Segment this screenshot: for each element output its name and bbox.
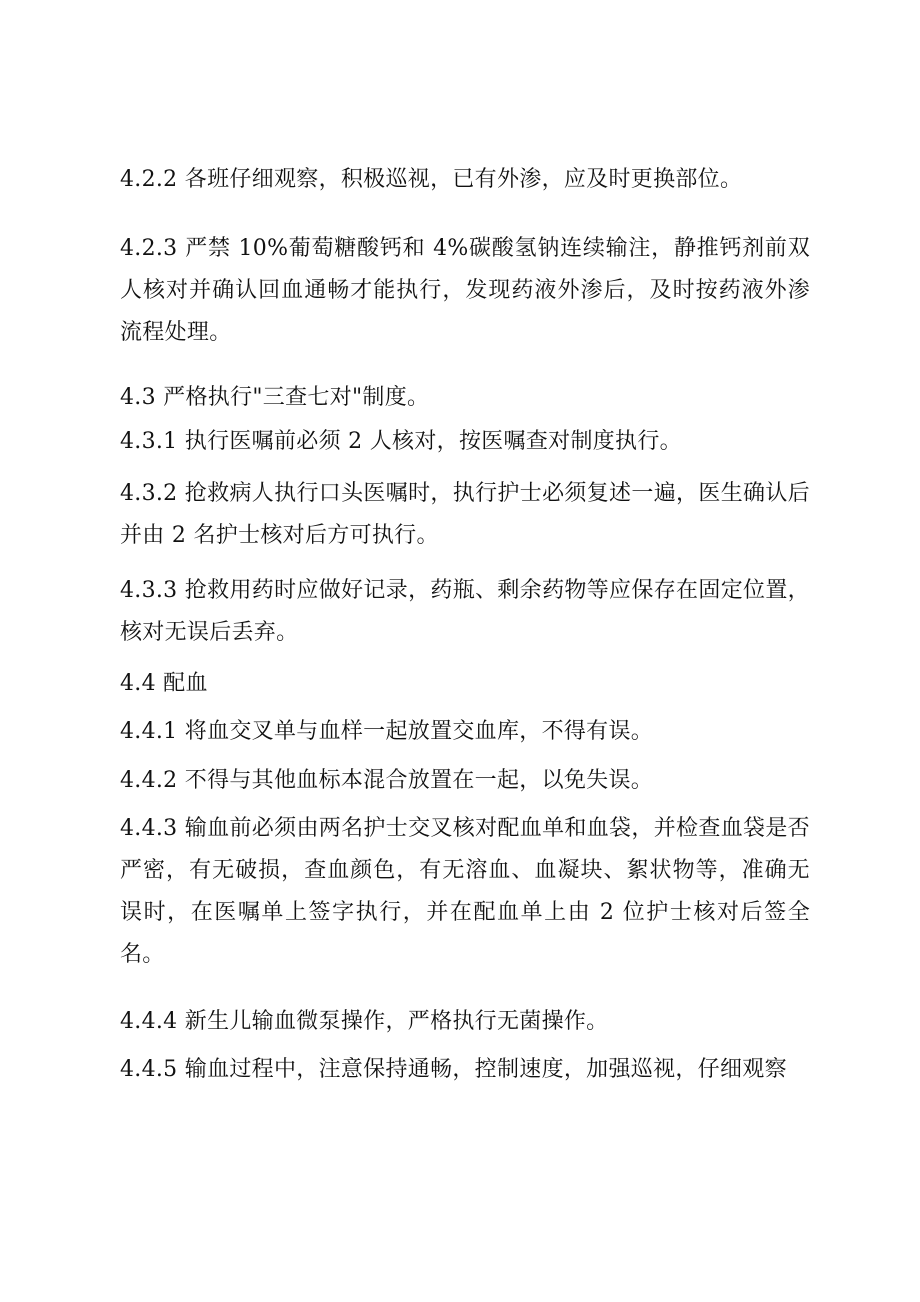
paragraph-4-4-4: 4.4.4 新生儿输血微泵操作，严格执行无菌操作。 (120, 1009, 609, 1034)
paragraph-4-3-3: 4.3.3 抢救用药时应做好记录，药瓶、剩余药物等应保存在固定位置，核对无误后丢弃。 (120, 578, 810, 645)
paragraph-4-4-5: 4.4.5 输血过程中，注意保持通畅，控制速度，加强巡视，仔细观察 (120, 1057, 787, 1082)
paragraph-4-3-2: 4.3.2 抢救病人执行口头医嘱时，执行护士必须复述一遍，医生确认后并由 2 名护士核对后方可执行。 (120, 481, 810, 548)
paragraph-4-2-2: 4.2.2 各班仔细观察，积极巡视，已有外渗，应及时更换部位。 (120, 167, 743, 192)
paragraph-4-4-1: 4.4.1 将血交叉单与血样一起放置交血库，不得有误。 (120, 719, 654, 744)
paragraph-4-2-3: 4.2.3 严禁 10%葡萄糖酸钙和 4%碳酸氢钠连续输注，静推钙剂前双人核对并确认回血通畅才能执行，发现药液外渗后，及时按药液外渗流程处理。 (120, 236, 810, 345)
paragraph-4-4-3: 4.4.3 输血前必须由两名护士交叉核对配血单和血袋，并检查血袋是否严密，有无破损，查血颜色，有无溶血、血凝块、絮状物等，准确无误时，在医嘱单上签字执行，并在配血单上由 2 位护士核对后签全名。 (120, 816, 810, 967)
paragraph-4-4-2: 4.4.2 不得与其他血标本混合放置在一起，以免失误。 (120, 768, 654, 793)
paragraph-4-3-1: 4.3.1 执行医嘱前必须 2 人核对，按医嘱查对制度执行。 (120, 429, 682, 454)
paragraph-4-3: 4.3 严格执行"三查七对"制度。 (120, 385, 430, 410)
paragraph-4-4: 4.4 配血 (120, 671, 208, 696)
